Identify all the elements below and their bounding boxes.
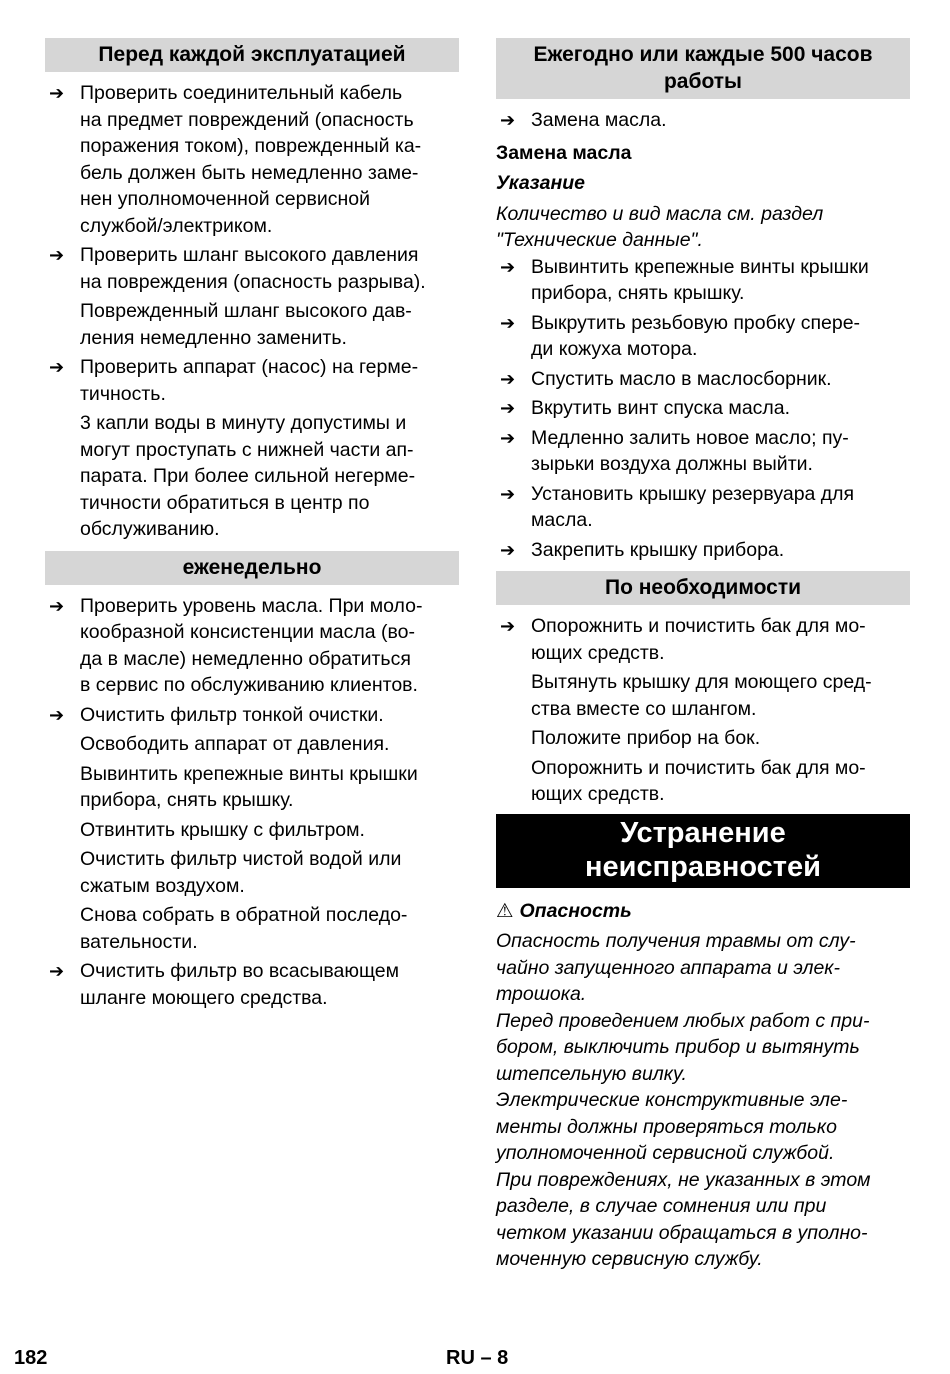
list-item: ➔ Проверить уровень масла. При моло- кообразной консистенции масла (во- да в масле) немедленно обратиться в сервис по обслуживанию клиентов. [49,594,423,696]
list-item: ➔ Проверить шланг высокого давления на повреждения (опасность разрыва). [49,244,426,293]
list-subtext: Снова собрать в обратной последо- вательности. [80,904,408,953]
arrow-right-icon: ➔ [49,595,65,616]
arrow-right-icon: ➔ [500,539,516,560]
arrow-right-icon: ➔ [500,312,516,333]
section-heading-weekly: еженедельно [45,551,459,585]
list-item: ➔ Выкрутить резьбовую пробку спере- ди кожуха мотора. [500,311,861,360]
list-subtext: Освободить аппарат от давления. [80,733,390,755]
warning-triangle-icon: ⚠ [496,899,514,922]
arrow-right-icon: ➔ [500,483,516,504]
list-item: ➔ Вывинтить крепежные винты крышки прибора, снять крышку. [500,255,869,304]
arrow-right-icon: ➔ [49,245,65,265]
list-item: ➔ Проверить соединительный кабель на предмет повреждений (опасность поражения током), поврежденный ка- бель должен быть немедленно заме- нен уполномоченной сервисной службой/электриком. [49,82,422,237]
list-item: ➔ Очистить фильтр во всасывающем шланге моющего средства. [49,960,400,1009]
arrow-right-icon: ➔ [49,961,65,981]
chapter-heading-troubleshooting: Устранение неисправностей [496,814,910,888]
list-subtext: Отвинтить крышку с фильтром. [80,818,365,841]
note-label: Указание [496,172,586,194]
left-column [45,38,459,1014]
arrow-right-icon: ➔ [500,616,516,636]
section-heading-as-needed: По необходимости [496,571,910,605]
danger-label: ⚠ Опасность [496,898,910,925]
page-number: 182 [14,1347,48,1369]
list-subtext: Опорожнить и почистить бак для мо- ющих средств. [531,756,866,805]
arrow-right-icon: ➔ [49,83,65,103]
list-subtext: Поврежденный шланг высокого дав- ления немедленно заменить. [80,300,412,349]
arrow-right-icon: ➔ [500,256,516,277]
arrow-right-icon: ➔ [500,368,516,389]
arrow-right-icon: ➔ [500,427,516,448]
list-item: ➔ Закрепить крышку прибора. [496,537,910,564]
list-item: ➔ Проверить аппарат (насос) на герме- тичность. [49,356,419,405]
section-heading-yearly: Ежегодно или каждые 500 часов работы [496,38,910,99]
danger-paragraph: Перед проведением любых работ с при- бором, выключить прибор и вытянуть штепсельную вилку. [496,1009,870,1085]
list-item: ➔ Вкрутить винт спуска масла. [496,395,910,422]
list-item: ➔ Замена масла. [496,107,910,134]
list-subtext: Очистить фильтр чистой водой или сжатым воздухом. [80,848,402,897]
danger-paragraph: Опасность получения травмы от слу- чайно запущенного аппарата и элек- трошока. [496,930,856,1005]
list-subtext: Положите прибор на бок. [531,727,761,749]
list-item: ➔ Спустить масло в маслосборник. [496,366,910,393]
list-item: ➔ Медленно залить новое масло; пу- зырьки воздуха должны выйти. [500,426,849,475]
note-text: Количество и вид масла см. раздел "Технические данные". [496,202,824,251]
right-column [496,38,910,1273]
arrow-right-icon: ➔ [49,357,65,377]
danger-paragraph: При повреждениях, не указанных в этом разделе, в случае сомнения или при четком указании обращаться в уполно- моченную сервисную службу. [496,1168,871,1270]
list-item: ➔ Установить крышку резервуара для масла. [500,482,855,531]
list-subtext: 3 капли воды в минуту допустимы и могут проступать с нижней части ап- парата. При более сильной негерме- тичности обратиться в центр по обслуживанию. [80,412,416,540]
arrow-right-icon: ➔ [500,110,516,130]
list-subtext: Вытянуть крышку для моющего сред- ства вместе со шлангом. [531,671,872,720]
language-page-label: RU – 8 [446,1347,509,1369]
list-item: ➔ Очистить фильтр тонкой очистки. [45,702,459,729]
subheading-oil-change: Замена масла [496,141,632,164]
list-subtext: Вывинтить крепежные винты крышки прибора, снять крышку. [80,762,418,811]
section-heading-before-each-use: Перед каждой эксплуатацией [45,38,459,72]
arrow-right-icon: ➔ [500,398,516,418]
arrow-right-icon: ➔ [49,704,65,725]
list-item: ➔ Опорожнить и почистить бак для мо- ющих средств. [500,615,866,664]
danger-paragraph: Электрические конструктивные эле- менты должны проверяться только уполномоченной сервисной службой. [496,1089,848,1164]
